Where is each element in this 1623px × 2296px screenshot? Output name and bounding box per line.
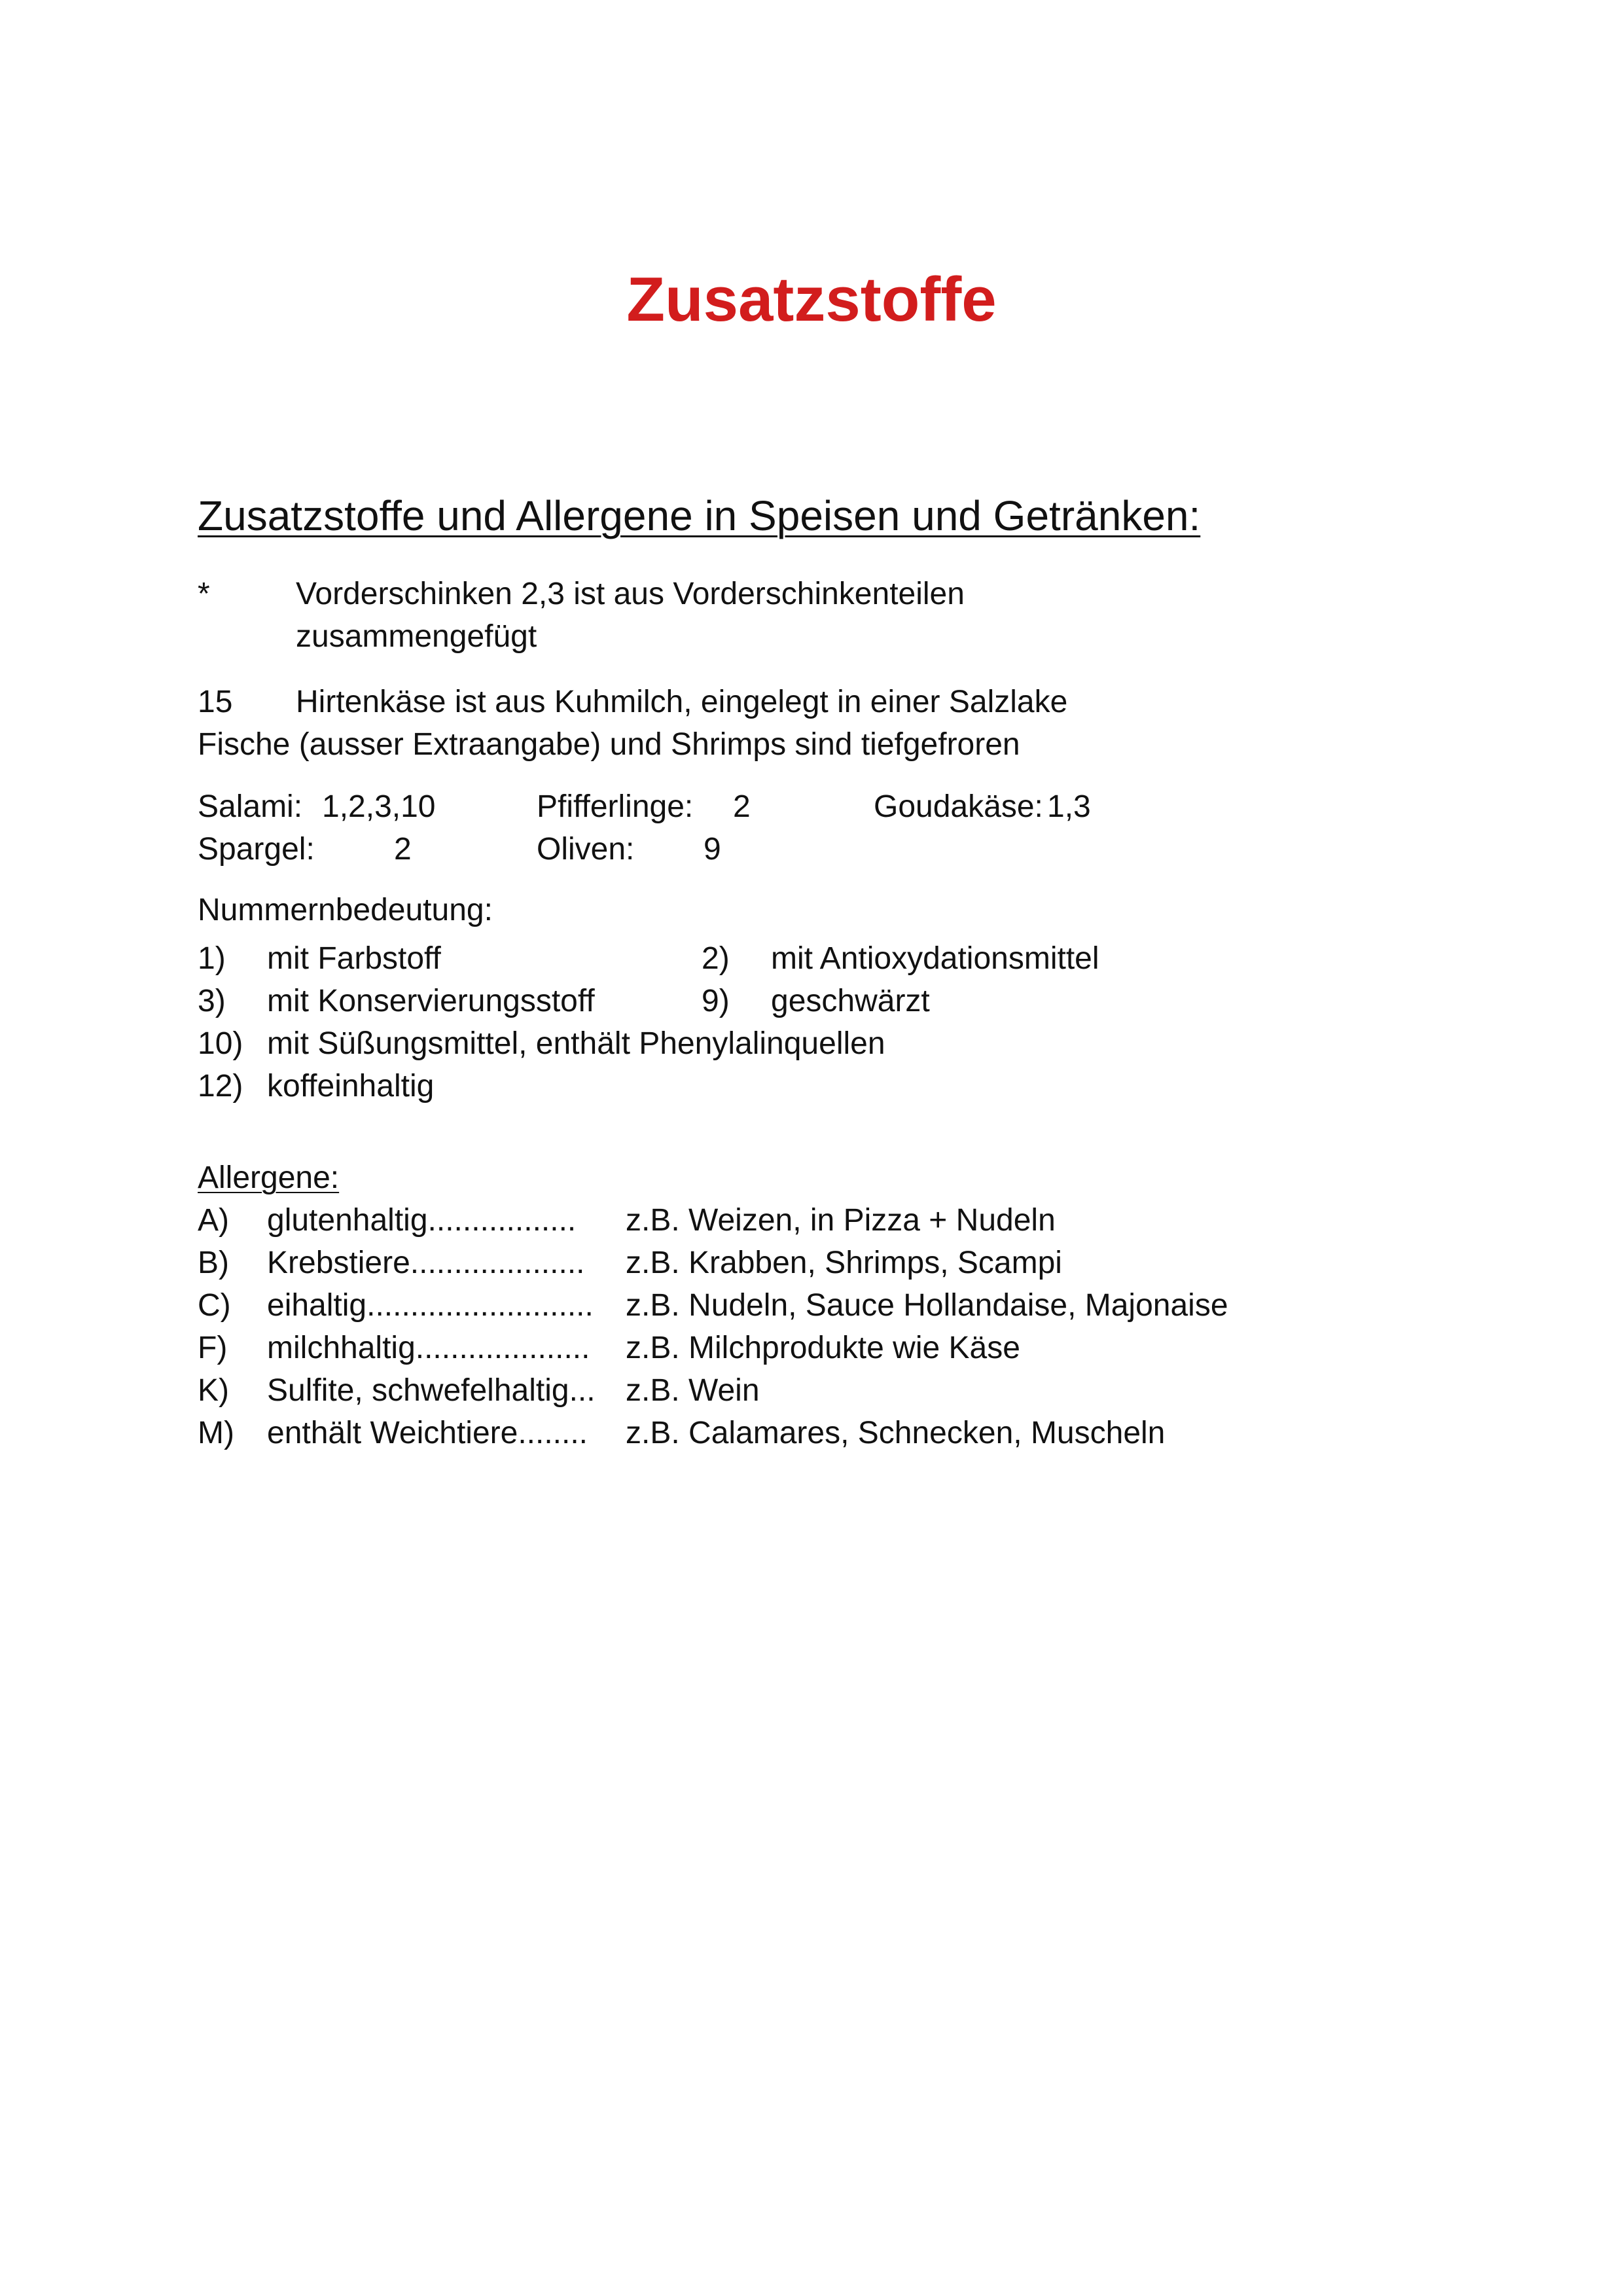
allergen-code: K) xyxy=(198,1373,229,1408)
number-code: 1) xyxy=(198,941,226,976)
number-text: koffeinhaltig xyxy=(267,1069,435,1103)
note-text: zusammengefügt xyxy=(296,619,537,654)
ingredient-name: Goudakäse: xyxy=(874,789,1043,824)
allergen-example: z.B. Wein xyxy=(626,1373,760,1408)
number-text: mit Konservierungsstoff xyxy=(267,984,595,1018)
number-code: 9) xyxy=(702,984,730,1018)
note-text: Hirtenkäse ist aus Kuhmilch, eingelegt in einer Salzlake xyxy=(296,685,1068,719)
allergen-code: B) xyxy=(198,1246,229,1280)
allergen-example: z.B. Nudeln, Sauce Hollandaise, Majonaise xyxy=(626,1288,1228,1323)
note-marker: * xyxy=(198,577,210,611)
numbers-heading: Nummernbedeutung: xyxy=(198,893,493,927)
allergen-name: milchhaltig.................... xyxy=(267,1331,590,1365)
number-text: mit Süßungsmittel, enthält Phenylalinquellen xyxy=(267,1026,885,1061)
allergen-name: enthält Weichtiere........ xyxy=(267,1416,588,1450)
page-title: Zusatzstoffe xyxy=(626,264,997,334)
number-text: mit Farbstoff xyxy=(267,941,441,976)
allergen-name: glutenhaltig................. xyxy=(267,1203,577,1238)
ingredient-codes: 2 xyxy=(733,789,751,824)
number-text: mit Antioxydationsmittel xyxy=(771,941,1099,976)
allergen-example: z.B. Weizen, in Pizza + Nudeln xyxy=(626,1203,1056,1238)
allergen-code: C) xyxy=(198,1288,231,1323)
number-code: 10) xyxy=(198,1026,243,1061)
ingredient-codes: 9 xyxy=(704,832,721,867)
ingredient-name: Spargel: xyxy=(198,832,315,867)
section-heading: Zusatzstoffe und Allergene in Speisen und Getränken: xyxy=(198,492,1201,539)
ingredient-codes: 2 xyxy=(394,832,412,867)
allergen-code: F) xyxy=(198,1331,228,1365)
note-text: Fische (ausser Extraangabe) und Shrimps sind tiefgefroren xyxy=(198,727,1020,762)
ingredient-name: Pfifferlinge: xyxy=(537,789,694,824)
allergen-example: z.B. Krabben, Shrimps, Scampi xyxy=(626,1246,1062,1280)
allergen-code: M) xyxy=(198,1416,234,1450)
allergen-example: z.B. Milchprodukte wie Käse xyxy=(626,1331,1020,1365)
number-code: 12) xyxy=(198,1069,243,1103)
allergen-name: eihaltig.......................... xyxy=(267,1288,594,1323)
ingredient-name: Salami: xyxy=(198,789,303,824)
ingredient-name: Oliven: xyxy=(537,832,635,867)
allergen-example: z.B. Calamares, Schnecken, Muscheln xyxy=(626,1416,1166,1450)
number-code: 3) xyxy=(198,984,226,1018)
allergen-name: Sulfite, schwefelhaltig... xyxy=(267,1373,596,1408)
number-text: geschwärzt xyxy=(771,984,930,1018)
ingredient-codes: 1,3 xyxy=(1047,789,1091,824)
allergens-heading: Allergene: xyxy=(198,1160,340,1195)
note-text: Vorderschinken 2,3 ist aus Vorderschinkenteilen xyxy=(296,577,965,611)
note-marker: 15 xyxy=(198,685,233,719)
allergen-code: A) xyxy=(198,1203,229,1238)
number-code: 2) xyxy=(702,941,730,976)
ingredient-codes: 1,2,3,10 xyxy=(322,789,436,824)
allergen-name: Krebstiere.................... xyxy=(267,1246,585,1280)
